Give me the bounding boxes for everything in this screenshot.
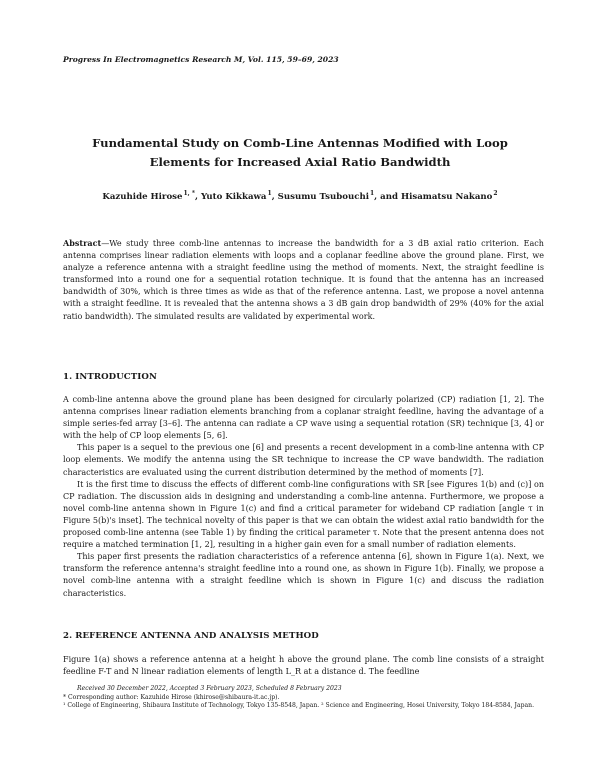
section2-body	[63, 654, 544, 678]
abstract-label: Abstract	[63, 238, 102, 248]
author-affiliation-mark: 1	[267, 190, 272, 197]
title-line-2: Elements for Increased Axial Ratio Bandwidth	[149, 155, 451, 169]
paragraph: A comb-line antenna above the ground plane has been designed for circularly polarized (CP) radiation [1, 2]. The antenna comprises linear radiation elements branching from a coplanar straight feedline, having the advantage of a simple series-fed array [3–6]. The antenna can radiate a CP wave using a sequential rotation (SR) technique [3, 4] or with the help of CP loop elements [5, 6].	[63, 395, 544, 441]
introduction-body	[63, 394, 544, 600]
journal-header: Progress In Electromagnetics Research M, Vol. 115, 59–69, 2023	[63, 55, 339, 64]
author-name: Susumu Tsubouchi	[277, 191, 369, 202]
paragraph: Figure 1(a) shows a reference antenna at a height h above the ground plane. The comb line consists of a straight feedline F-T and N linear radiation elements of length L_R at a distance d. The feedline	[63, 655, 544, 677]
paper-title	[60, 134, 540, 172]
author-affiliation-mark: 1	[369, 190, 375, 197]
received-dates: Received 30 December 2022, Accepted 3 February 2023, Scheduled 8 February 2023	[77, 685, 342, 692]
author-name: Yuto Kikkawa	[200, 191, 267, 202]
corresponding-author: * Corresponding author: Kazuhide Hirose (khirose@shibaura-it.ac.jp).	[63, 693, 280, 701]
paragraph: It is the first time to discuss the effects of different comb-line configurations with SR [see Figures 1(b) and (c)] on CP radiation. The discussion aids in designing and understanding a comb-line antenna. Furthermore, we propose a novel comb-line antenna shown in Figure 1(c) and find a critical parameter for wideband CP radiation [angle τ in Figure 5(b)'s inset]. The technical novelty of this paper is that we can obtain the widest axial ratio bandwidth for the proposed comb-line antenna (see Table 1) by finding the critical parameter τ. Note that the present antenna does not require a matched termination [1, 2], resulting in a higher gain even for a small number of radiation elements.	[63, 479, 544, 550]
footnotes	[63, 685, 544, 711]
abstract-text: —We study three comb-line antennas to increase the bandwidth for a 3 dB axial ratio criterion. Each antenna comprises linear radiation elements with loops and a coplanar feedline above the ground plane. First, we analyze a reference antenna with a straight feedline using the method of moments. Next, the straight feedline is transformed into a round one for a sequential rotation technique. It is found that the antenna has an increased bandwidth of 30%, which is three times as wide as that of the reference antenna. Last, we propose a novel antenna with a straight feedline. It is revealed that the antenna shows a 3 dB gain drop bandwidth of 29% (40% for the axial ratio bandwidth). The simulated results are validated by experimental work.	[63, 239, 544, 321]
author-name: Kazuhide Hirose	[102, 191, 183, 202]
paragraph: This paper is a sequel to the previous one [6] and presents a recent development in a comb-line antenna with CP loop elements. We modify the antenna using the SR technique to increase the CP wave bandwidth. The radiation characteristics are evaluated using the current distribution determined by the method of moments [7].	[63, 443, 544, 477]
section-heading-reference-antenna: 2. REFERENCE ANTENNA AND ANALYSIS METHOD	[63, 631, 319, 641]
author-separator: ,	[195, 191, 201, 202]
affiliations: ¹ College of Engineering, Shibaura Institute of Technology, Tokyo 135-8548, Japan. ² Science and Engineering, Hosei University, Tokyo 184-8584, Japan.	[63, 702, 535, 710]
paragraph: This paper first presents the radiation characteristics of a reference antenna [6], shown in Figure 1(a). Next, we transform the reference antenna's straight feedline into a round one, as shown in Figure 1(b). Finally, we propose a novel comb-line antenna with a straight feedline which is shown in Figure 1(c) and discuss the radiation characteristics.	[63, 552, 544, 598]
abstract	[63, 237, 544, 323]
author-separator: ,	[271, 191, 278, 202]
author-affiliation-mark: 1, *	[183, 190, 195, 197]
section-heading-introduction: 1. INTRODUCTION	[63, 372, 157, 382]
author-list	[60, 190, 540, 202]
author-name: Hisamatsu Nakano	[400, 191, 493, 202]
title-line-1: Fundamental Study on Comb-Line Antennas Modified with Loop	[92, 136, 508, 150]
author-separator: , and	[374, 191, 401, 202]
author-affiliation-mark: 2	[493, 190, 498, 197]
